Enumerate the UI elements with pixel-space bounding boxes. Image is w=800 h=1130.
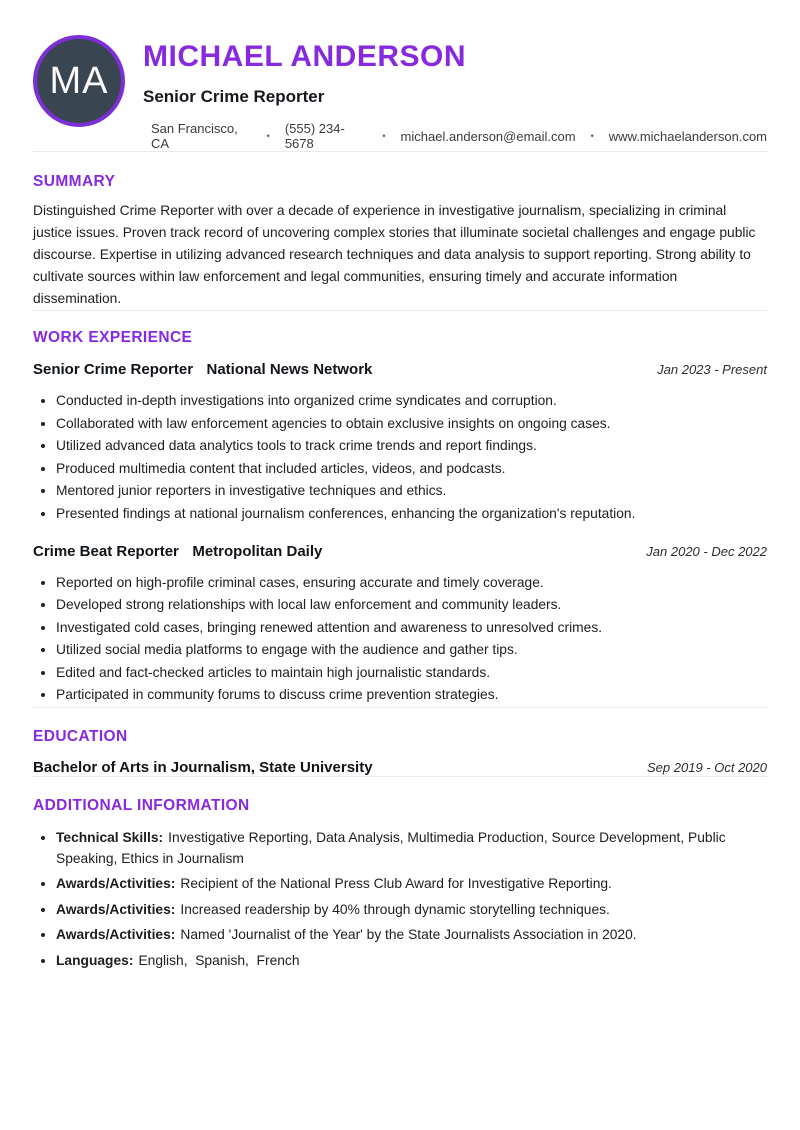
bullet-icon <box>41 693 45 697</box>
list-item <box>33 950 767 971</box>
work-experience-section <box>0 329 800 705</box>
job-title: Senior Crime Reporter <box>33 361 194 378</box>
bullet-icon <box>41 512 45 516</box>
item-body <box>56 950 300 971</box>
bullet-icon <box>41 399 45 403</box>
job-header <box>33 543 767 561</box>
contact-location: San Francisco, CA <box>151 121 238 151</box>
contact-email: michael.anderson@email.com <box>400 128 576 144</box>
list-item <box>33 924 767 945</box>
additional-info-list <box>33 827 767 971</box>
bullet-text: Developed strong relationships with local law enforcement and community leaders. <box>56 597 562 612</box>
bullet-icon <box>41 959 45 963</box>
item-text: Named 'Journalist of the Year' by the State Journalists Association in 2020. <box>180 927 637 942</box>
list-item <box>33 899 767 920</box>
separator-dot-icon: • <box>382 131 386 141</box>
item-body <box>56 827 767 869</box>
item-body <box>56 924 637 945</box>
separator-dot-icon: • <box>266 131 270 141</box>
bullet-icon <box>41 648 45 652</box>
section-divider <box>33 310 767 311</box>
job-title-line <box>33 543 322 561</box>
bullet-icon <box>41 836 45 840</box>
item-body <box>56 899 610 920</box>
bullet-icon <box>41 444 45 448</box>
job-company: Metropolitan Daily <box>192 542 323 560</box>
item-body <box>56 873 612 894</box>
list-item <box>33 662 767 683</box>
item-label: Awards/Activities: <box>56 927 176 942</box>
bullet-text: Produced multimedia content that included articles, videos, and podcasts. <box>56 460 506 476</box>
list-item <box>33 639 767 660</box>
bullet-text: Participated in community forums to discuss crime prevention strategies. <box>56 687 499 702</box>
header-info <box>143 30 767 151</box>
job-bullet-list <box>33 390 767 524</box>
job-dates: Jan 2020 - Dec 2022 <box>646 543 767 559</box>
avatar-initials: MA <box>49 59 109 102</box>
resume-header <box>0 0 800 151</box>
summary-section <box>0 173 800 310</box>
bullet-text: Investigated cold cases, bringing renewed attention and awareness to unresolved crimes. <box>56 619 603 635</box>
list-item <box>33 480 767 501</box>
bullet-icon <box>41 489 45 493</box>
list-item <box>33 435 767 456</box>
bullet-icon <box>41 467 45 471</box>
bullet-icon <box>41 581 45 585</box>
bullet-text: Edited and fact-checked articles to maintain high journalistic standards. <box>56 664 491 680</box>
summary-heading: SUMMARY <box>33 173 116 190</box>
list-item <box>33 413 767 434</box>
bullet-text: Utilized advanced data analytics tools to track crime trends and report findings. <box>56 438 537 453</box>
bullet-text: Mentored junior reporters in investigative techniques and ethics. <box>56 483 447 498</box>
bullet-icon <box>41 908 45 912</box>
contact-website: www.michaelanderson.com <box>608 128 767 144</box>
list-item <box>33 458 767 479</box>
bullet-text: Collaborated with law enforcement agencies to obtain exclusive insights on ongoing cases. <box>56 415 611 431</box>
job-company: National News Network <box>206 361 373 378</box>
avatar <box>33 35 125 127</box>
bullet-icon <box>41 626 45 630</box>
additional-info-section <box>0 797 800 971</box>
separator-dot-icon: • <box>590 131 594 141</box>
person-title: Senior Crime Reporter <box>143 87 325 106</box>
job-header <box>33 361 767 379</box>
section-divider <box>33 707 767 708</box>
education-dates: Sep 2019 - Oct 2020 <box>647 759 767 775</box>
list-item <box>33 572 767 593</box>
list-item <box>33 827 767 869</box>
work-experience-heading: WORK EXPERIENCE <box>33 329 193 346</box>
section-divider <box>33 776 767 777</box>
item-label: Awards/Activities: <box>56 901 176 917</box>
job-title: Crime Beat Reporter <box>33 542 179 560</box>
item-text: Investigative Reporting, Data Analysis, Multimedia Production, Source Development, Public Speaking, Ethics in Journalism <box>56 829 730 866</box>
bullet-text: Utilized social media platforms to engage with the audience and gather tips. <box>56 642 518 657</box>
list-item <box>33 617 767 638</box>
list-item <box>33 390 767 411</box>
bullet-text: Presented findings at national journalism conferences, enhancing the organization's reputation. <box>56 505 636 521</box>
list-item <box>33 684 767 705</box>
item-label: Awards/Activities: <box>56 876 176 891</box>
item-text: Increased readership by 40% through dynamic storytelling techniques. <box>180 901 610 917</box>
job-dates: Jan 2023 - Present <box>657 362 767 377</box>
bullet-icon <box>41 603 45 607</box>
bullet-text: Reported on high-profile criminal cases, ensuring accurate and timely coverage. <box>56 574 544 590</box>
person-name: MICHAEL ANDERSON <box>143 40 467 73</box>
item-text: English, Spanish, French <box>138 952 300 968</box>
education-entry <box>33 759 767 776</box>
bullet-icon <box>41 933 45 937</box>
summary-text: Distinguished Crime Reporter with over a decade of experience in investigative journalism, specializing in criminal justice issues. Proven track record of uncovering complex stories that illuminate societal challenges and engage public discourse. Expertise in utilizing advanced research techniques and data analysis to support reporting. Strong ability to cultivate sources within law enforcement and legal communities, ensuring timely and accurate information dissemination. <box>33 203 756 306</box>
item-text: Recipient of the National Press Club Award for Investigative Reporting. <box>180 876 612 891</box>
education-section <box>0 728 800 776</box>
contact-row <box>143 121 767 151</box>
list-item <box>33 503 767 524</box>
bullet-icon <box>41 422 45 426</box>
item-label: Languages: <box>56 952 134 968</box>
list-item <box>33 873 767 894</box>
list-item <box>33 594 767 615</box>
degree-title: Bachelor of Arts in Journalism, State University <box>33 758 373 776</box>
contact-phone: (555) 234-5678 <box>284 121 345 151</box>
section-divider <box>33 151 767 152</box>
education-heading: EDUCATION <box>33 727 128 745</box>
bullet-text: Conducted in-depth investigations into organized crime syndicates and corruption. <box>56 393 557 408</box>
job-bullet-list <box>33 572 767 706</box>
job-title-line <box>33 361 372 379</box>
additional-info-heading: ADDITIONAL INFORMATION <box>33 796 250 814</box>
bullet-icon <box>41 882 45 886</box>
bullet-icon <box>41 671 45 675</box>
item-label: Technical Skills: <box>56 829 164 845</box>
